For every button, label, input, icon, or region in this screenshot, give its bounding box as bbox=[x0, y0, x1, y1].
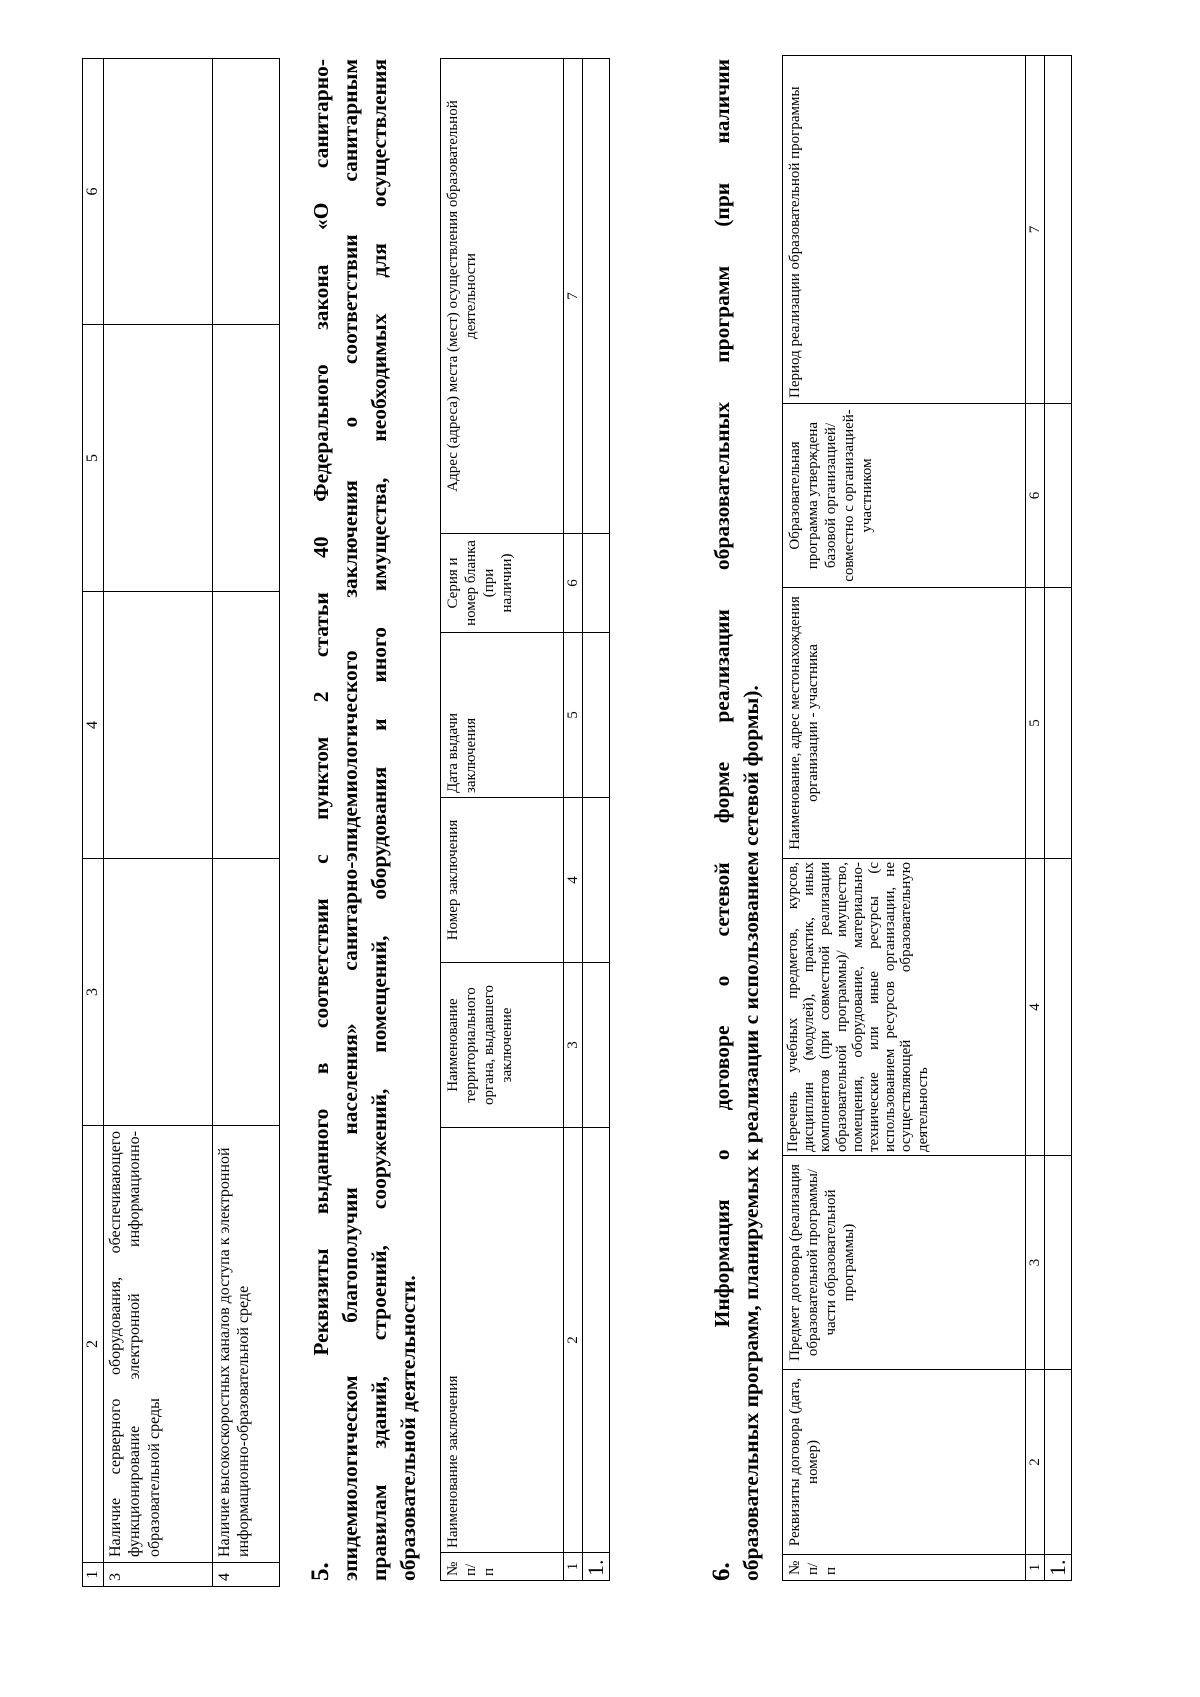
table-cell bbox=[103, 325, 212, 592]
table-cell bbox=[583, 963, 610, 1128]
column-header: Реквизиты договора (дата, номер) bbox=[783, 1370, 1026, 1555]
table-cell: 2 bbox=[83, 1126, 104, 1563]
table-cell: 4 bbox=[212, 1563, 279, 1587]
column-header: Образовательная программа утверждена базовой организацией/ совместно с организацией-участником bbox=[783, 404, 1026, 588]
table-row bbox=[1026, 56, 1045, 1581]
table-cell bbox=[1045, 588, 1072, 859]
table-cell: 1 bbox=[1026, 1555, 1045, 1581]
column-header: Дата выдачи заключения bbox=[441, 633, 564, 798]
table-row bbox=[83, 59, 104, 1587]
table-cell: 3 bbox=[1026, 1156, 1045, 1370]
table-cell: 7 bbox=[564, 59, 583, 534]
heading-line: образовательных программ, планируемых к реализации с использованием сетевой формы). bbox=[739, 685, 763, 1581]
table-cell: Наличие серверного оборудования, обеспечивающего функционирование электронной информационно-образовательной среды bbox=[103, 1126, 212, 1563]
column-header: Период реализации образовательной программы bbox=[783, 56, 1026, 404]
table-cell bbox=[583, 1128, 610, 1553]
table-cell bbox=[1045, 1156, 1072, 1370]
column-header: № п/п bbox=[441, 1553, 564, 1581]
table-cell: 5 bbox=[83, 325, 104, 592]
column-header: Номер заключения bbox=[441, 798, 564, 963]
column-header: Наименование территориального органа, выдавшего заключение bbox=[441, 963, 564, 1128]
table-cell: 6 bbox=[83, 59, 104, 325]
table-cell: 1 bbox=[83, 1563, 104, 1587]
table-cell bbox=[583, 59, 610, 534]
table-row bbox=[583, 59, 610, 1581]
table-cell bbox=[212, 859, 279, 1126]
table-cell: 5 bbox=[564, 633, 583, 798]
table-cell bbox=[103, 59, 212, 325]
table-cell: 1. bbox=[1045, 1555, 1072, 1581]
table-cell: 4 bbox=[83, 592, 104, 859]
column-header: Предмет договора (реализация образовательной программы/части образовательной программы) bbox=[783, 1156, 1026, 1370]
table-header-row bbox=[441, 59, 564, 1581]
table-cell: 3 bbox=[103, 1563, 212, 1587]
table-cell: 6 bbox=[1026, 404, 1045, 588]
heading-line: правилам зданий, строений, сооружений, помещений, оборудования и иного имущества, необходимых для осуществления bbox=[367, 59, 391, 1581]
column-header: Серия и номер бланка (при наличии) bbox=[441, 534, 564, 633]
network-agreement-table bbox=[782, 55, 1072, 1581]
table-cell bbox=[103, 592, 212, 859]
heading-line: образовательной деятельности. bbox=[396, 1275, 420, 1581]
table-row bbox=[1045, 56, 1072, 1581]
column-header: № п/п bbox=[783, 1555, 1026, 1581]
table-cell: 1 bbox=[564, 1553, 583, 1581]
column-header: Наименование заключения bbox=[441, 1128, 564, 1553]
table-cell bbox=[1045, 859, 1072, 1156]
table-cell: 2 bbox=[1026, 1370, 1045, 1555]
table-cell: 7 bbox=[1026, 56, 1045, 404]
sanitary-conclusion-table bbox=[440, 58, 610, 1581]
section-number: 6. bbox=[708, 1562, 735, 1581]
section-5-heading bbox=[306, 59, 423, 1581]
table-cell: 1. bbox=[583, 1553, 610, 1581]
column-header: Перечень учебных предметов, курсов, дисциплин (модулей), практик, иных компонентов (при совместной реализации образовательной программы)/ имущество, помещения, оборудование, материально-технические или иные ресурсы (с использованием ресурсов организации, не осуществляющей образовательную деятельность bbox=[783, 859, 1026, 1156]
table-cell: Наличие высокоскоростных каналов доступа к электронной информационно-образовательной среде bbox=[212, 1126, 279, 1563]
table-cell: 4 bbox=[564, 798, 583, 963]
table-cell bbox=[583, 798, 610, 963]
table-row bbox=[564, 59, 583, 1581]
table-cell: 2 bbox=[564, 1128, 583, 1553]
table-row bbox=[212, 59, 279, 1587]
table-cell bbox=[1045, 404, 1072, 588]
table-cell: 6 bbox=[564, 534, 583, 633]
column-header: Наименование, адрес местонахождения организации - участника bbox=[783, 588, 1026, 859]
table-cell bbox=[212, 59, 279, 325]
heading-line: эпидемиологическом благополучии населения» санитарно-эпидемиологического заключения о соответствии санитарным bbox=[338, 59, 362, 1581]
table-cell bbox=[583, 534, 610, 633]
table-cell bbox=[212, 592, 279, 859]
table-cell bbox=[1045, 1370, 1072, 1555]
table-header-row bbox=[783, 56, 1026, 1581]
table-cell bbox=[583, 633, 610, 798]
section-6-heading bbox=[707, 59, 766, 1581]
table-cell bbox=[1045, 56, 1072, 404]
table-row bbox=[103, 59, 212, 1587]
table-cell: 5 bbox=[1026, 588, 1045, 859]
table-cell bbox=[103, 859, 212, 1126]
section-number: 5. bbox=[307, 1562, 334, 1581]
equipment-table bbox=[82, 58, 280, 1587]
table-cell: 3 bbox=[83, 859, 104, 1126]
heading-line: Информация о договоре о сетевой форме реализации образовательных программ (при наличии bbox=[710, 59, 734, 1328]
heading-line: Реквизиты выданного в соответствии с пунктом 2 статьи 40 Федерального закона «О санитарно- bbox=[309, 58, 333, 1356]
table-cell bbox=[212, 325, 279, 592]
table-cell: 4 bbox=[1026, 859, 1045, 1156]
column-header: Адрес (адреса) места (мест) осуществления образовательной деятельности bbox=[441, 59, 564, 534]
table-cell: 3 bbox=[564, 963, 583, 1128]
